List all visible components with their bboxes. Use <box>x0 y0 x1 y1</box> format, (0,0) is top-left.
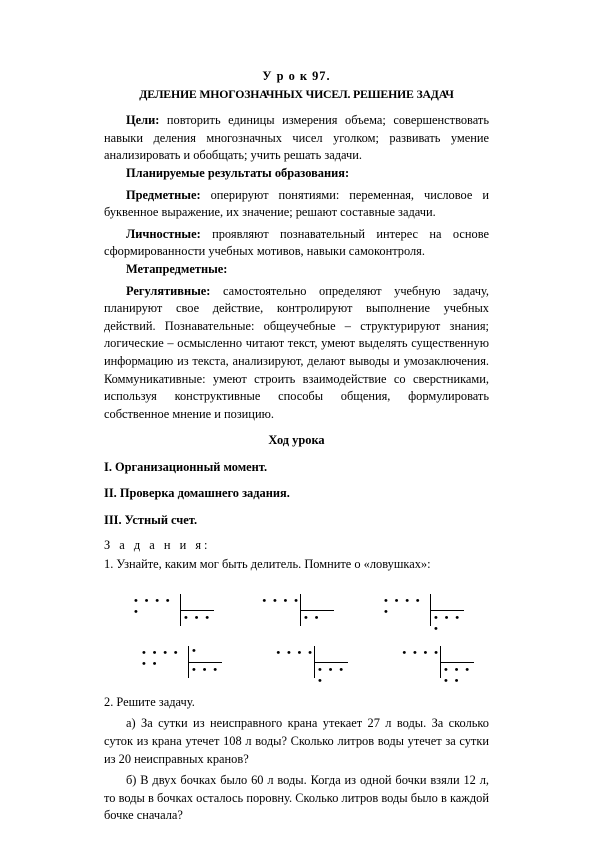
problem-b: б) В двух бочках было 60 л воды. Когда из одной бочки взяли 12 л, то воды в бочках осталось поровну. Сколько литров воды было в каждой бочке сначала? <box>104 773 489 823</box>
stage-1: I. Организационный момент. <box>104 459 268 474</box>
regulative-label: Регулятивные: <box>126 283 211 298</box>
stage-2: II. Проверка домашнего задания. <box>104 486 290 501</box>
division-line <box>430 610 464 611</box>
division-line <box>440 662 474 663</box>
dividend: • • • • • <box>134 594 172 618</box>
regulative-paragraph <box>104 283 489 424</box>
division-line <box>300 610 334 611</box>
task-2: 2. Решите задачу. <box>104 694 195 709</box>
division-line <box>180 610 214 611</box>
division-example <box>268 646 348 687</box>
subject-paragraph <box>104 187 489 222</box>
stage-3: III. Устный счет. <box>104 513 198 528</box>
quotient: • • • <box>184 611 212 624</box>
dividend: • • • • <box>276 646 314 659</box>
meta-heading: Метапредметные: <box>126 261 228 276</box>
problem-a: а) За сутки из неисправного крана утекает 27 л воды. За сколько суток из крана утечет 108 л воды? Сколько литров воды утечет за сутки из 20 неисправных кранов? <box>104 716 489 766</box>
regulative-text: самостоятельно определяют учебную задачу, планируют свое действие, контролируют выполнение учебных действий. Познавательные: общеучебные – структурируют знания; логические – осмысленно читают текст, умеют выделять существенную информацию из текста, анализируют, делают выводы и умозаключения. Коммуникативные: умеют строить взаимодействие со сверстниками, используя конструктивные способы общения, формулировать собственное мнение и позицию. <box>104 283 489 421</box>
personal-paragraph <box>104 226 489 261</box>
quotient: • • • • <box>434 611 462 635</box>
goals-text: повторить единицы измерения объема; совершенствовать навыки деления многозначных чисел уголком; развивать умение анализировать и обобщать; учить решать задачи. <box>104 113 489 163</box>
quotient: • • • <box>192 663 220 676</box>
dividend: • • • • <box>262 594 300 607</box>
division-examples <box>104 578 489 688</box>
quotient: • • • • • <box>444 663 472 687</box>
tasks-label: З а д а н и я: <box>104 537 211 552</box>
division-example <box>254 594 334 630</box>
results-heading: Планируемые результаты образования: <box>126 165 350 180</box>
division-example <box>394 646 474 687</box>
lesson-number: У р о к 97. <box>262 69 331 83</box>
dividend: • • • • • • <box>142 646 180 670</box>
division-example <box>142 646 222 682</box>
personal-text: проявляют познавательный интерес на основе сформированности учебных мотивов, навыки самоконтроля. <box>104 226 489 259</box>
document-page <box>104 66 489 825</box>
personal-label: Личностные: <box>126 226 201 241</box>
lesson-title: ДЕЛЕНИЕ МНОГОЗНАЧНЫХ ЧИСЕЛ. РЕШЕНИЕ ЗАДАЧ <box>139 86 454 101</box>
quotient: • • <box>304 611 321 624</box>
division-line <box>188 662 222 663</box>
subject-text: оперируют понятиями: переменная, числовое и буквенное выражение, их значение; решают составные задачи. <box>104 187 489 220</box>
quotient: • • • • <box>318 663 346 687</box>
task-1: 1. Узнайте, каким мог быть делитель. Помните о «ловушках»: <box>104 557 431 572</box>
divisor: • <box>192 644 198 657</box>
lesson-flow-heading: Ход урока <box>268 433 325 448</box>
subject-label: Предметные: <box>126 187 201 202</box>
goals-label: Цели: <box>126 113 160 128</box>
division-example <box>384 594 464 635</box>
division-line <box>314 662 348 663</box>
dividend: • • • • • <box>384 594 422 618</box>
goals-paragraph <box>104 112 489 165</box>
dividend: • • • • <box>402 646 440 659</box>
division-example <box>134 594 214 630</box>
